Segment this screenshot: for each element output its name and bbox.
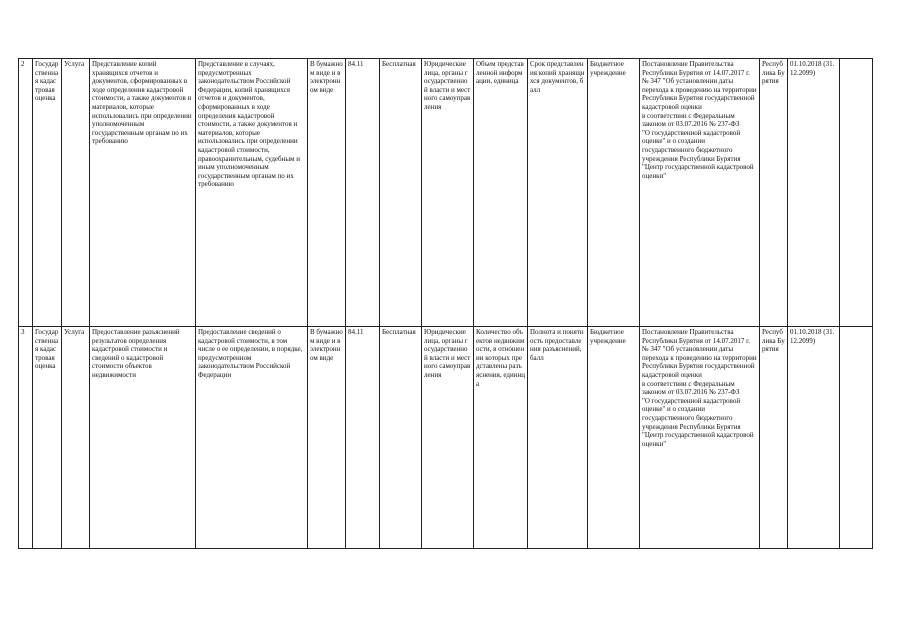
cell-payment: Бесплатная [380,59,422,327]
cell-level: Республика Бурятия [760,327,788,549]
cell-form: В бумажном виде и в электронном виде [308,327,346,549]
cell-institution: Бюджетное учреждение [588,327,640,549]
cell-kind: Государственная кадастровая оценка [33,59,62,327]
cell-conditions: Предоставление сведений о кадастровой стоимости, в том числе о ее определении, в порядке, предусмотренном законодательством Российской Федерации [196,327,308,549]
table-row [19,327,873,549]
cell-payment: Бесплатная [380,327,422,549]
cell-number: 2 [19,59,33,327]
cell-content: Представление копий хранящихся отчетов и документов, сформированных в ходе определения кадастровой стоимости, а также документов и материалов, которые использовались при определении уполномоченным государственным органам по их требованию [90,59,196,327]
services-table [18,58,873,549]
cell-level: Республика Бурятия [760,59,788,327]
cell-content: Предоставление разъяснений результатов определения кадастровой стоимости и сведений о кадастровой стоимости объектов недвижимости [90,327,196,549]
cell-extra [840,327,873,549]
cell-indicator-volume: Количество объектов недвижимости, в отношении которых представлены разъяснения, единица [474,327,528,549]
cell-indicator-quality: Срок представления копий хранящихся документов, балл [528,59,588,327]
cell-legal-basis: Постановление Правительства Республики Бурятия от 14.07.2017 г. № 347 "Об установлении даты перехода к проведению на территории Республики Бурятия государственной кадастровой оценки в соответствии с Федеральным законом от 03.07.2016 № 237-ФЗ "О государственной кадастровой оценке" и о создании государственного бюджетного учреждения Республики Бурятия "Центр государственной кадастровой оценки" [640,327,760,549]
cell-dates: 01.10.2018 (31.12.2099) [788,327,840,549]
cell-code: 84.11 [346,327,380,549]
cell-extra [840,59,873,327]
cell-legal-basis: Постановление Правительства Республики Бурятия от 14.07.2017 г. № 347 "Об установлении даты перехода к проведению на территории Республики Бурятия государственной кадастровой оценки в соответствии с Федеральным законом от 03.07.2016 № 237-ФЗ "О государственной кадастровой оценке" и о создании государственного бюджетного учреждения Республики Бурятия "Центр государственной кадастровой оценки" [640,59,760,327]
cell-conditions: Представление в случаях, предусмотренных законодательством Российской Федерации, копий хранящихся отчетов и документов, сформированных в ходе определения кадастровой стоимости, а также документов и материалов, которые использовались при определении кадастровой стоимости, правоохранительным, судебным и иным уполномоченным государственным органам по их требованию [196,59,308,327]
cell-code: 84.11 [346,59,380,327]
table-row [19,59,873,327]
cell-type: Услуга [62,327,90,549]
cell-type: Услуга [62,59,90,327]
cell-consumers: Юридические лица, органы государственной власти и местного самоуправления [422,327,474,549]
cell-number: 3 [19,327,33,549]
cell-indicator-quality: Полнота и понятность предоставления разъяснений, балл [528,327,588,549]
cell-institution: Бюджетное учреждение [588,59,640,327]
cell-consumers: Юридические лица, органы государственной власти и местного самоуправления [422,59,474,327]
document-page [18,58,873,549]
cell-kind: Государственная кадастровая оценка [33,327,62,549]
cell-dates: 01.10.2018 (31.12.2099) [788,59,840,327]
cell-form: В бумажном виде и в электронном виде [308,59,346,327]
cell-indicator-volume: Объем представленной информации, единица [474,59,528,327]
